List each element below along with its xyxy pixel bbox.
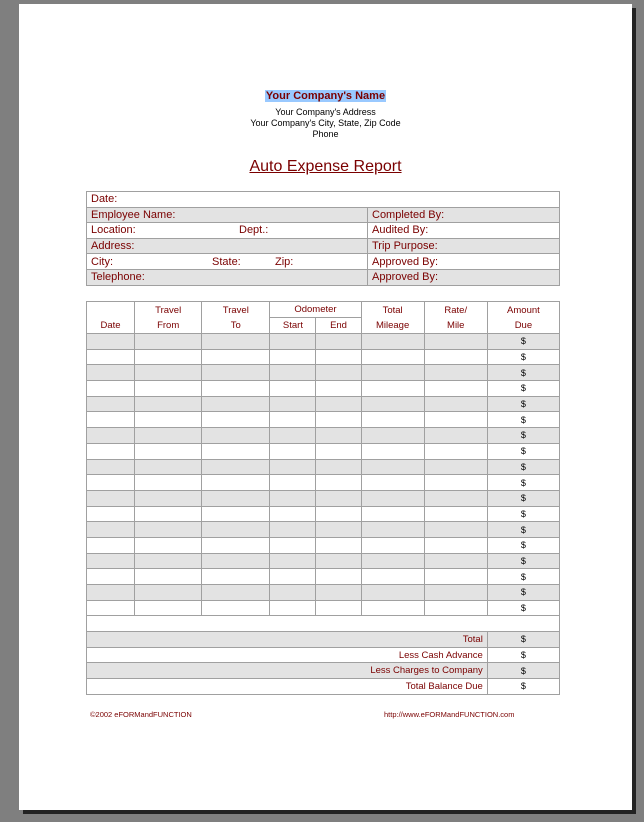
total-mileage-cell[interactable] [361,522,424,538]
total-mileage-cell[interactable] [361,349,424,365]
date-cell[interactable] [87,600,135,616]
travel-from-cell[interactable] [135,600,202,616]
amount-due-cell[interactable]: $ [487,428,559,444]
rate-cell[interactable] [424,334,487,350]
amount-due-cell[interactable]: $ [487,585,559,601]
header-amount-due: Amount Due [487,302,559,334]
rate-cell[interactable] [424,412,487,428]
odometer-start-cell[interactable] [270,428,316,444]
header-odometer-start: Start [270,318,316,334]
odometer-start-cell[interactable] [270,475,316,491]
company-phone: Phone [312,129,339,139]
travel-to-cell[interactable] [202,428,270,444]
company-city-state-zip: Your Company's City, State, Zip Code [250,118,401,128]
travel-to-cell[interactable] [202,396,270,412]
rate-cell[interactable] [424,585,487,601]
rate-cell[interactable] [424,443,487,459]
log-row [87,553,560,569]
header-travel-from: Travel From [135,302,202,334]
mileage-log-table [86,301,560,695]
header-travel-to: Travel To [202,302,270,334]
less-charges-label: Less Charges to Company [87,663,488,679]
rate-cell[interactable] [424,428,487,444]
city-state-zip-field[interactable] [87,254,368,270]
date-cell[interactable] [87,522,135,538]
odometer-end-cell[interactable] [316,506,361,522]
odometer-end-cell[interactable] [316,443,361,459]
amount-due-cell[interactable]: $ [487,365,559,381]
log-row [87,381,560,397]
odometer-start-cell[interactable] [270,365,316,381]
odometer-end-cell[interactable] [316,349,361,365]
total-mileage-cell[interactable] [361,443,424,459]
amount-due-cell[interactable]: $ [487,475,559,491]
travel-to-cell[interactable] [202,522,270,538]
rate-cell[interactable] [424,475,487,491]
date-cell[interactable] [87,459,135,475]
odometer-end-cell[interactable] [316,522,361,538]
total-mileage-cell[interactable] [361,537,424,553]
rate-cell[interactable] [424,381,487,397]
amount-due-cell[interactable]: $ [487,569,559,585]
odometer-start-cell[interactable] [270,381,316,397]
date-cell[interactable] [87,365,135,381]
employee-info-table [86,191,560,286]
odometer-end-cell[interactable] [316,428,361,444]
travel-from-cell[interactable] [135,381,202,397]
travel-to-cell[interactable] [202,365,270,381]
log-row [87,396,560,412]
travel-to-cell[interactable] [202,381,270,397]
odometer-start-cell[interactable] [270,412,316,428]
log-row [87,569,560,585]
travel-from-cell[interactable] [135,459,202,475]
odometer-start-cell[interactable] [270,349,316,365]
header-rate-mile: Rate/ Mile [424,302,487,334]
odometer-start-cell[interactable] [270,522,316,538]
document-page [19,4,632,810]
odometer-end-cell[interactable] [316,585,361,601]
audited-by-field[interactable]: Audited By: [368,223,560,239]
odometer-start-cell[interactable] [270,459,316,475]
amount-due-cell[interactable]: $ [487,600,559,616]
location-label: Location: [91,224,136,237]
less-cash-advance-label: Less Cash Advance [87,647,488,663]
travel-from-cell[interactable] [135,475,202,491]
travel-to-cell[interactable] [202,585,270,601]
travel-to-cell[interactable] [202,334,270,350]
city-label: City: [91,255,113,268]
header-date: Date [87,302,135,334]
date-cell[interactable] [87,428,135,444]
odometer-end-cell[interactable] [316,490,361,506]
log-row [87,600,560,616]
travel-from-cell[interactable] [135,553,202,569]
odometer-start-cell[interactable] [270,490,316,506]
travel-from-cell[interactable] [135,365,202,381]
odometer-end-cell[interactable] [316,381,361,397]
total-mileage-cell[interactable] [361,365,424,381]
travel-from-cell[interactable] [135,506,202,522]
odometer-end-cell[interactable] [316,396,361,412]
odometer-start-cell[interactable] [270,443,316,459]
total-mileage-cell[interactable] [361,506,424,522]
spacer-row [87,616,560,632]
amount-due-cell[interactable]: $ [487,506,559,522]
total-balance-due-label: Total Balance Due [87,679,488,695]
approved-by-field-2[interactable]: Approved By: [368,269,560,285]
total-label: Total [87,632,488,648]
odometer-end-cell[interactable] [316,553,361,569]
less-cash-advance-amount[interactable]: $ [487,647,559,663]
rate-cell[interactable] [424,506,487,522]
date-cell[interactable] [87,490,135,506]
rate-cell[interactable] [424,522,487,538]
telephone-field[interactable]: Telephone: [87,269,368,285]
log-row [87,443,560,459]
rate-cell[interactable] [424,396,487,412]
approved-by-field-1[interactable]: Approved By: [368,254,560,270]
travel-to-cell[interactable] [202,506,270,522]
rate-cell[interactable] [424,537,487,553]
rate-cell[interactable] [424,569,487,585]
total-mileage-cell[interactable] [361,428,424,444]
travel-to-cell[interactable] [202,459,270,475]
less-charges-amount[interactable]: $ [487,663,559,679]
rate-cell[interactable] [424,490,487,506]
travel-from-cell[interactable] [135,569,202,585]
total-mileage-cell[interactable] [361,475,424,491]
header-total-mileage: Total Mileage [361,302,424,334]
mileage-log-body [87,334,560,616]
amount-due-cell[interactable]: $ [487,396,559,412]
amount-due-cell[interactable]: $ [487,349,559,365]
amount-due-cell[interactable]: $ [487,490,559,506]
travel-from-cell[interactable] [135,522,202,538]
travel-from-cell[interactable] [135,412,202,428]
travel-to-cell[interactable] [202,553,270,569]
odometer-start-cell[interactable] [270,334,316,350]
amount-due-cell[interactable]: $ [487,459,559,475]
completed-by-field[interactable]: Completed By: [368,207,560,223]
rate-cell[interactable] [424,600,487,616]
total-mileage-cell[interactable] [361,412,424,428]
amount-due-cell[interactable]: $ [487,381,559,397]
dept-label: Dept.: [239,224,269,237]
log-row [87,349,560,365]
travel-to-cell[interactable] [202,475,270,491]
odometer-end-cell[interactable] [316,569,361,585]
odometer-start-cell[interactable] [270,537,316,553]
odometer-end-cell[interactable] [316,600,361,616]
total-mileage-cell[interactable] [361,396,424,412]
log-row [87,585,560,601]
rate-cell[interactable] [424,365,487,381]
log-row [87,522,560,538]
log-row [87,412,560,428]
date-cell[interactable] [87,585,135,601]
date-cell[interactable] [87,334,135,350]
header-odometer: Odometer [270,302,361,318]
odometer-start-cell[interactable] [270,600,316,616]
company-address: Your Company's Address [275,107,376,117]
odometer-start-cell[interactable] [270,396,316,412]
zip-label: Zip: [275,255,294,268]
amount-due-cell[interactable]: $ [487,443,559,459]
log-row [87,475,560,491]
state-label: State: [212,255,241,268]
company-name: Your Company's Name [265,90,386,102]
travel-to-cell[interactable] [202,537,270,553]
log-row [87,459,560,475]
header-odometer-end: End [316,318,361,334]
travel-from-cell[interactable] [135,537,202,553]
odometer-end-cell[interactable] [316,459,361,475]
travel-to-cell[interactable] [202,600,270,616]
date-cell[interactable] [87,537,135,553]
rate-cell[interactable] [424,459,487,475]
amount-due-cell[interactable]: $ [487,412,559,428]
trip-purpose-field[interactable]: Trip Purpose: [368,238,560,254]
odometer-end-cell[interactable] [316,412,361,428]
total-mileage-cell[interactable] [361,569,424,585]
travel-to-cell[interactable] [202,412,270,428]
log-row [87,506,560,522]
odometer-start-cell[interactable] [270,585,316,601]
travel-from-cell[interactable] [135,443,202,459]
rate-cell[interactable] [424,349,487,365]
odometer-end-cell[interactable] [316,475,361,491]
footer-url[interactable]: http://www.eFORMandFUNCTION.com [384,710,515,719]
total-balance-due-amount[interactable]: $ [487,679,559,695]
odometer-start-cell[interactable] [270,506,316,522]
amount-due-cell[interactable]: $ [487,553,559,569]
odometer-end-cell[interactable] [316,537,361,553]
date-cell[interactable] [87,349,135,365]
location-dept-field[interactable] [87,223,368,239]
travel-from-cell[interactable] [135,396,202,412]
total-mileage-cell[interactable] [361,600,424,616]
log-row [87,490,560,506]
address-field[interactable]: Address: [87,238,368,254]
footer-copyright: ©2002 eFORMandFUNCTION [90,710,192,719]
total-mileage-cell[interactable] [361,459,424,475]
date-cell[interactable] [87,553,135,569]
total-mileage-cell[interactable] [361,553,424,569]
rate-cell[interactable] [424,553,487,569]
odometer-end-cell[interactable] [316,365,361,381]
log-row [87,365,560,381]
travel-to-cell[interactable] [202,569,270,585]
total-mileage-cell[interactable] [361,585,424,601]
travel-from-cell[interactable] [135,349,202,365]
date-cell[interactable] [87,443,135,459]
odometer-end-cell[interactable] [316,334,361,350]
date-cell[interactable] [87,381,135,397]
odometer-start-cell[interactable] [270,553,316,569]
total-mileage-cell[interactable] [361,334,424,350]
travel-to-cell[interactable] [202,490,270,506]
employee-name-field[interactable]: Employee Name: [87,207,368,223]
date-cell[interactable] [87,412,135,428]
log-row [87,537,560,553]
amount-due-cell[interactable]: $ [487,537,559,553]
date-cell[interactable] [87,475,135,491]
log-row [87,334,560,350]
date-field[interactable]: Date: [87,192,560,208]
amount-due-cell[interactable]: $ [487,334,559,350]
date-cell[interactable] [87,569,135,585]
travel-from-cell[interactable] [135,334,202,350]
odometer-start-cell[interactable] [270,569,316,585]
report-title: Auto Expense Report [249,158,402,175]
travel-from-cell[interactable] [135,428,202,444]
amount-due-cell[interactable]: $ [487,522,559,538]
date-cell[interactable] [87,506,135,522]
travel-to-cell[interactable] [202,349,270,365]
travel-to-cell[interactable] [202,443,270,459]
date-cell[interactable] [87,396,135,412]
log-row [87,428,560,444]
travel-from-cell[interactable] [135,585,202,601]
total-mileage-cell[interactable] [361,490,424,506]
travel-from-cell[interactable] [135,490,202,506]
total-amount[interactable]: $ [487,632,559,648]
total-mileage-cell[interactable] [361,381,424,397]
